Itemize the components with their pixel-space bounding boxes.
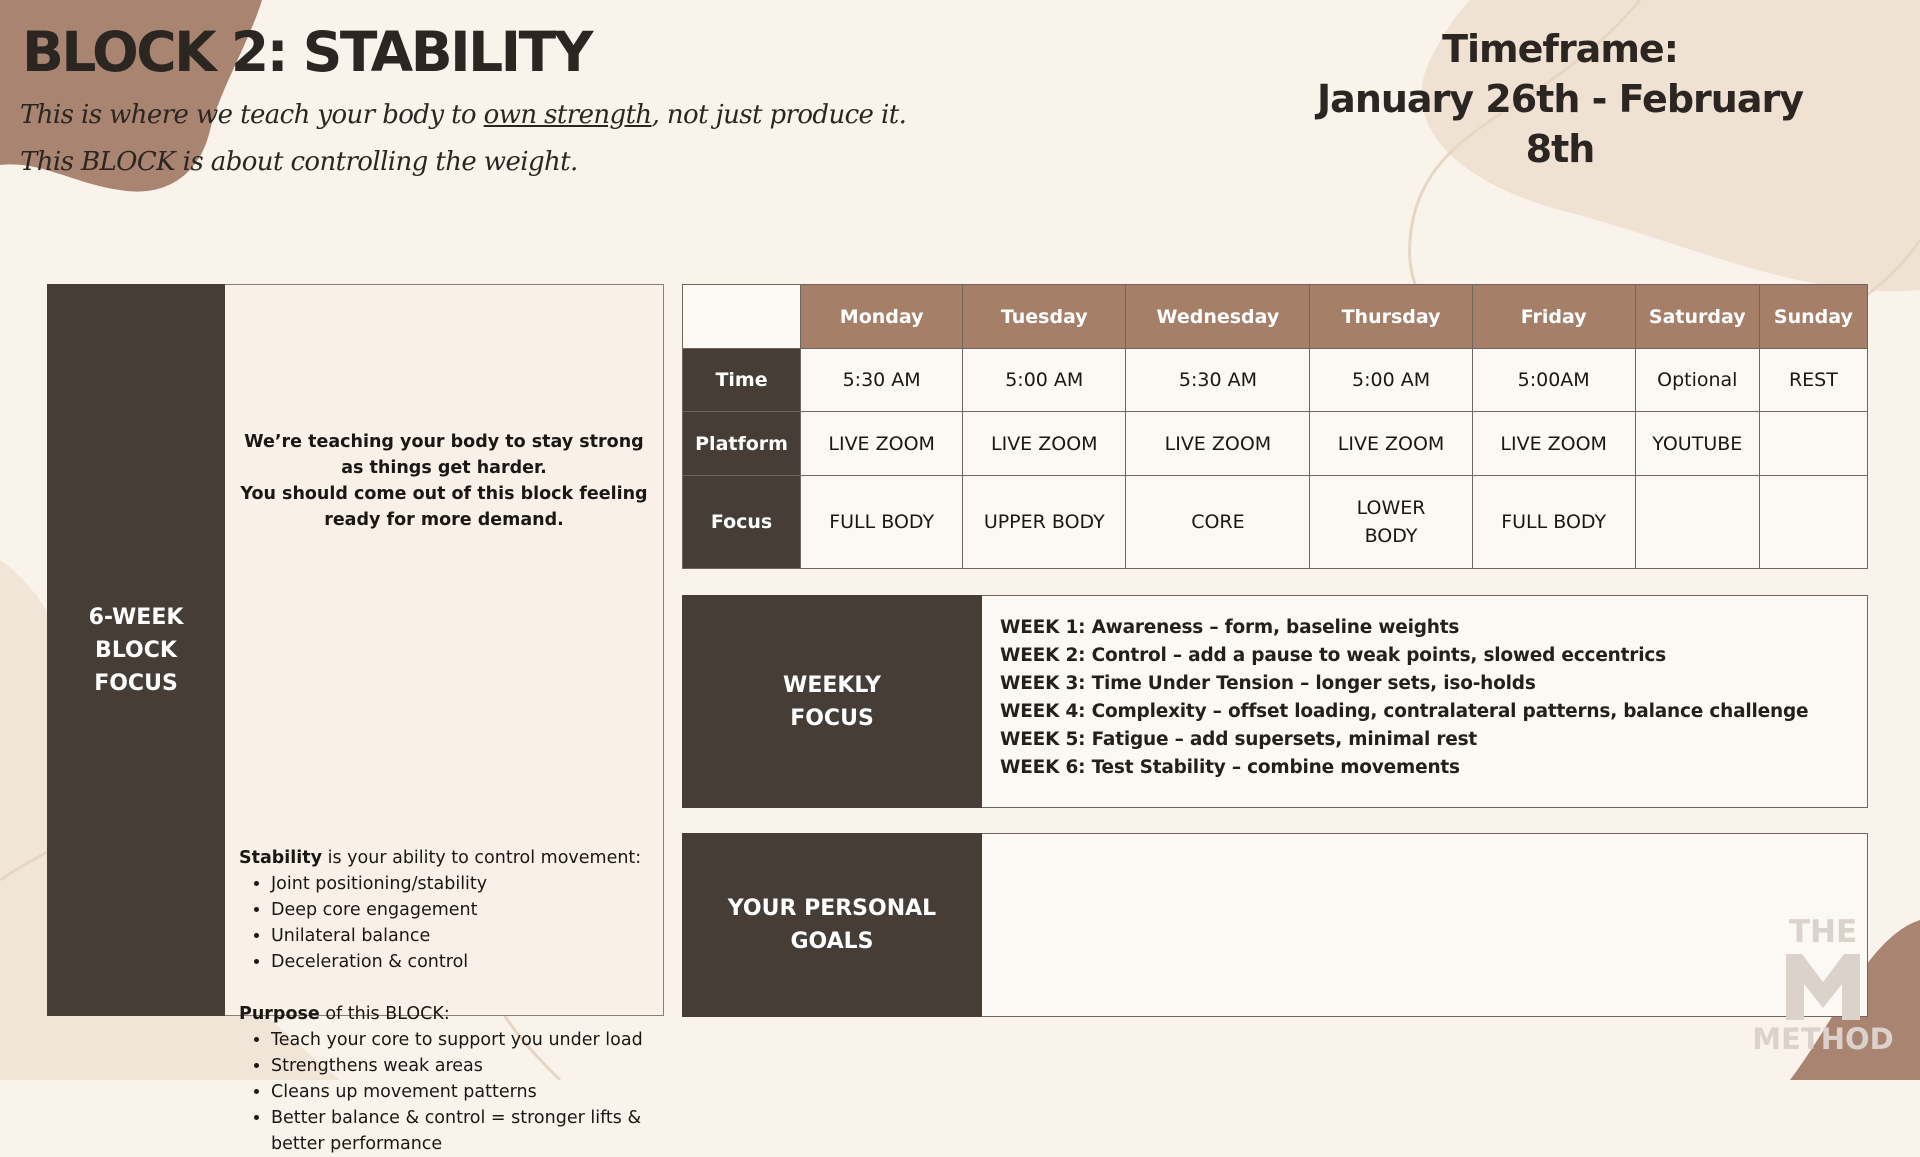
table-cell: 5:00AM	[1472, 349, 1635, 412]
weekly-focus-panel	[982, 595, 1868, 808]
table-cell: LIVE ZOOM	[801, 412, 963, 476]
table-cell: YOUTUBE	[1635, 412, 1759, 476]
purpose-list	[239, 1027, 653, 1157]
tagline-text: This is where we teach your body to	[20, 100, 484, 130]
table-cell-text: LOWER BODY	[1356, 497, 1426, 547]
row-label-focus: Focus	[683, 476, 801, 569]
personal-goals-label-text: YOUR PERSONAL GOALS	[727, 896, 937, 954]
timeframe-label: Timeframe:	[1442, 27, 1678, 71]
table-cell: 5:30 AM	[801, 349, 963, 412]
table-cell	[1759, 412, 1867, 476]
day-thursday: Thursday	[1310, 285, 1472, 349]
day-wednesday: Wednesday	[1126, 285, 1310, 349]
schedule-row-time	[683, 349, 1868, 412]
table-cell: FULL BODY	[1472, 476, 1635, 569]
tagline-underlined-text: own strength	[483, 100, 652, 130]
weekly-focus-label	[682, 595, 982, 808]
row-label-time: Time	[683, 349, 801, 412]
schedule-row-focus	[683, 476, 1868, 569]
day-sunday: Sunday	[1759, 285, 1867, 349]
day-saturday: Saturday	[1635, 285, 1759, 349]
personal-goals-field[interactable]	[982, 833, 1868, 1017]
stability-text: is your ability to control movement:	[322, 848, 642, 868]
list-item: • Deceleration & control	[271, 949, 653, 975]
intro-line-2: You should come out of this block feeling ready for more demand.	[240, 484, 648, 530]
day-tuesday: Tuesday	[963, 285, 1126, 349]
table-cell: LIVE ZOOM	[963, 412, 1126, 476]
schedule-row-platform	[683, 412, 1868, 476]
table-cell: LIVE ZOOM	[1126, 412, 1310, 476]
page-title: BLOCK 2: STABILITY	[22, 20, 591, 84]
week-item: WEEK 4: Complexity – offset loading, contralateral patterns, balance challenge	[1000, 701, 1809, 722]
list-item: • Unilateral balance	[271, 923, 653, 949]
purpose-section	[239, 1001, 653, 1157]
tagline-text-end: , not just produce it.	[651, 100, 907, 130]
stability-term: Stability	[239, 848, 323, 868]
list-item: • Teach your core to support you under load	[271, 1027, 653, 1053]
intro-line-1: We’re teaching your body to stay strong as things get harder.	[244, 432, 644, 478]
table-cell	[1310, 476, 1472, 569]
table-cell: 5:00 AM	[1310, 349, 1472, 412]
table-cell: LIVE ZOOM	[1472, 412, 1635, 476]
tagline-line-2: This BLOCK is about controlling the weight.	[20, 147, 578, 177]
block-focus-intro	[239, 429, 649, 533]
tagline	[20, 92, 906, 186]
week-item: WEEK 6: Test Stability – combine movements	[1000, 757, 1460, 778]
table-cell	[1759, 476, 1867, 569]
table-cell: 5:30 AM	[1126, 349, 1310, 412]
list-item: • Deep core engagement	[271, 897, 653, 923]
table-cell: UPPER BODY	[963, 476, 1126, 569]
table-cell: Optional	[1635, 349, 1759, 412]
week-item: WEEK 3: Time Under Tension – longer sets, iso-holds	[1000, 673, 1536, 694]
timeframe-dates: January 26th - February 8th	[1317, 77, 1803, 171]
tagline-line-1	[20, 92, 906, 139]
list-item: • Joint positioning/stability	[271, 871, 653, 897]
schedule-table	[682, 284, 1868, 569]
schedule-corner-cell	[683, 285, 801, 349]
list-item: • Better balance & control = stronger lifts & better performance	[271, 1105, 653, 1157]
list-item: • Strengthens weak areas	[271, 1053, 653, 1079]
row-label-platform: Platform	[683, 412, 801, 476]
timeframe	[1280, 24, 1840, 174]
day-monday: Monday	[801, 285, 963, 349]
logo-text-top: THE	[1788, 914, 1858, 950]
week-item: WEEK 2: Control – add a pause to weak points, slowed eccentrics	[1000, 645, 1666, 666]
personal-goals-label	[682, 833, 982, 1017]
block-focus-panel	[225, 284, 664, 1154]
table-cell: REST	[1759, 349, 1867, 412]
table-cell: LIVE ZOOM	[1310, 412, 1472, 476]
day-friday: Friday	[1472, 285, 1635, 349]
week-item: WEEK 1: Awareness – form, baseline weights	[1000, 617, 1460, 638]
weekly-focus-label-text: WEEKLY FOCUS	[783, 672, 881, 731]
block-focus-label-text: 6-WEEK BLOCK FOCUS	[88, 604, 184, 696]
table-cell: FULL BODY	[801, 476, 963, 569]
table-cell: 5:00 AM	[963, 349, 1126, 412]
list-item: • Cleans up movement patterns	[271, 1079, 653, 1105]
stability-section	[239, 845, 653, 975]
block-focus-label	[47, 284, 225, 1016]
week-item: WEEK 5: Fatigue – add supersets, minimal rest	[1000, 729, 1478, 750]
table-cell	[1635, 476, 1759, 569]
table-cell: CORE	[1126, 476, 1310, 569]
logo-text-bottom: METHOD	[1752, 1022, 1894, 1056]
purpose-term: Purpose	[239, 1004, 320, 1024]
purpose-text: of this BLOCK:	[319, 1004, 450, 1024]
schedule-header-row	[683, 285, 1868, 349]
stability-list	[239, 871, 653, 975]
